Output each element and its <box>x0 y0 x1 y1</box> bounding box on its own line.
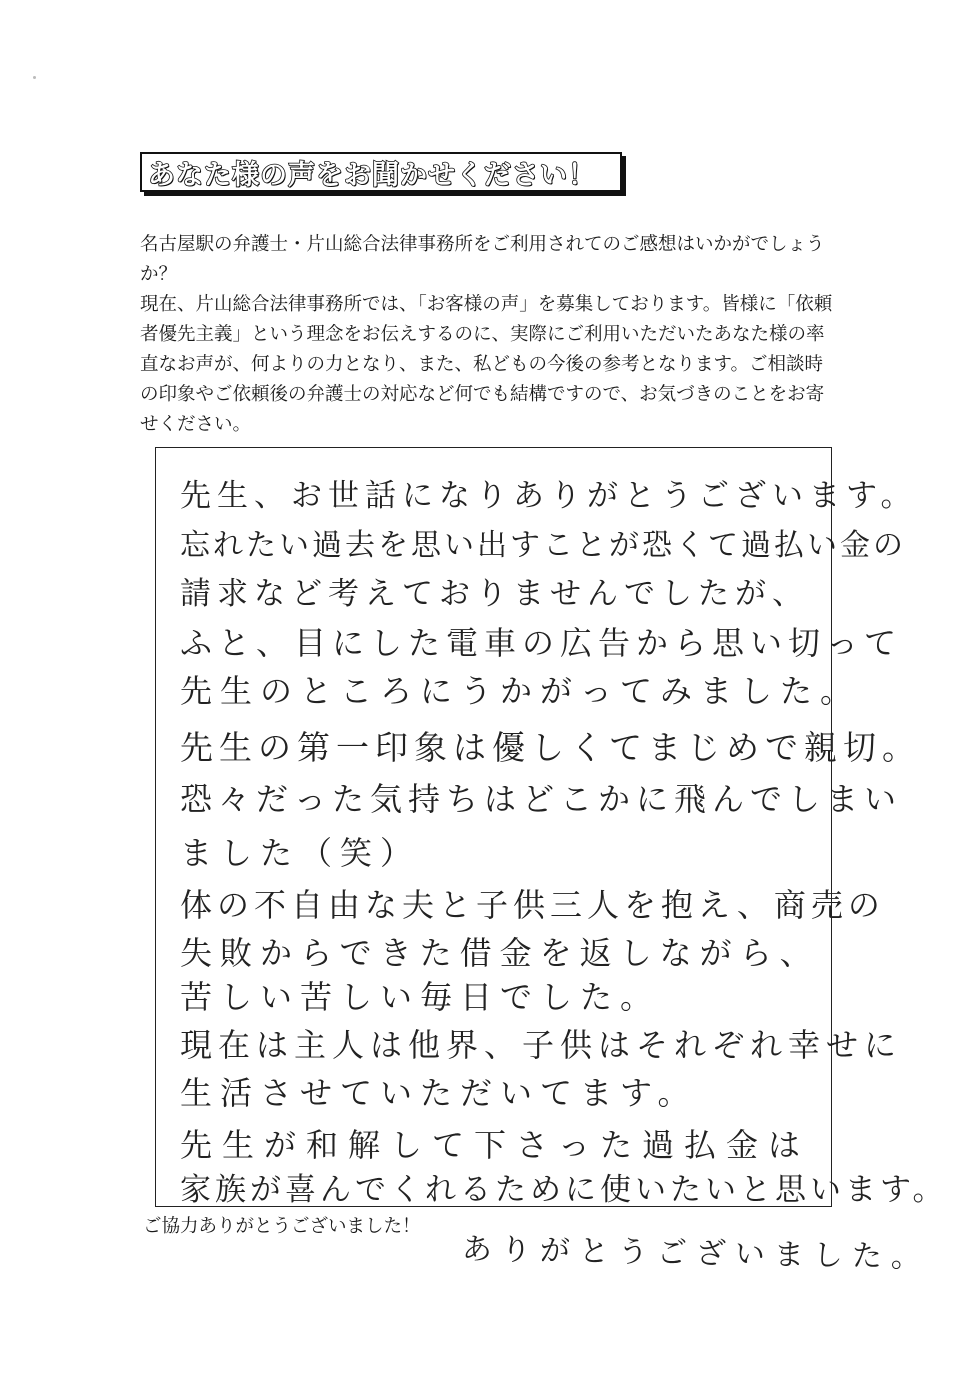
handwritten-line: 体の不自由な夫と子供三人を抱え、商売の <box>180 886 885 924</box>
handwritten-line: 生活させていただいてます。 <box>180 1074 698 1112</box>
intro-request: 現在、片山総合法律事務所では、「お客様の声」を募集しております。皆様に「依頼者優先主義」という理念をお伝えするのに、実際にご利用いただいたあなた様の率直なお声が、何よりの力となり、また、私どもの今後の参考となります。ご相談時の印象やご依頼後の弁護士の対応など何でも結構ですので、お気づきのことをお寄せください。 <box>140 294 833 435</box>
handwritten-line: ました（笑） <box>180 834 421 872</box>
handwritten-line: 忘れたい過去を思い出すことが恐くて過払い金の <box>180 528 906 563</box>
intro-text <box>140 230 840 440</box>
handwritten-signoff: ありがとうございました。 <box>461 1232 931 1276</box>
handwritten-line: 請求など考えておりませんでしたが、 <box>180 576 809 612</box>
handwritten-line: 苦しい苦しい毎日でした。 <box>180 978 661 1016</box>
handwritten-line: 恐々だった気持ちはどこかに飛んでしまい <box>180 780 903 818</box>
handwritten-line: 先生、お世話になりありがとうございます。 <box>180 478 918 514</box>
title-banner <box>140 152 622 192</box>
page-title: あなた様の声をお聞かせください！ <box>148 159 596 191</box>
scan-speck <box>33 76 36 79</box>
handwritten-line: ふと、目にした電車の広告から思い切って <box>180 624 903 662</box>
handwritten-line: 先生のところにうかがってみました。 <box>180 672 861 710</box>
thanks-message: ご協力ありがとうございました！ <box>143 1216 421 1237</box>
handwritten-line: 家族が喜んでくれるために使いたいと思います。 <box>180 1172 948 1208</box>
handwritten-line: 先生の第一印象は優しくてまじめで親切。 <box>180 728 921 767</box>
handwritten-line: 失敗からできた借金を返しながら、 <box>180 934 820 972</box>
handwritten-line: 先生が和解して下さった過払金は <box>180 1126 811 1164</box>
handwritten-line: 現在は主人は他界、子供はそれぞれ幸せに <box>180 1026 903 1064</box>
intro-question: 名古屋駅の弁護士・片山総合法律事務所をご利用されてのご感想はいかがでしょうか？ <box>140 234 825 285</box>
